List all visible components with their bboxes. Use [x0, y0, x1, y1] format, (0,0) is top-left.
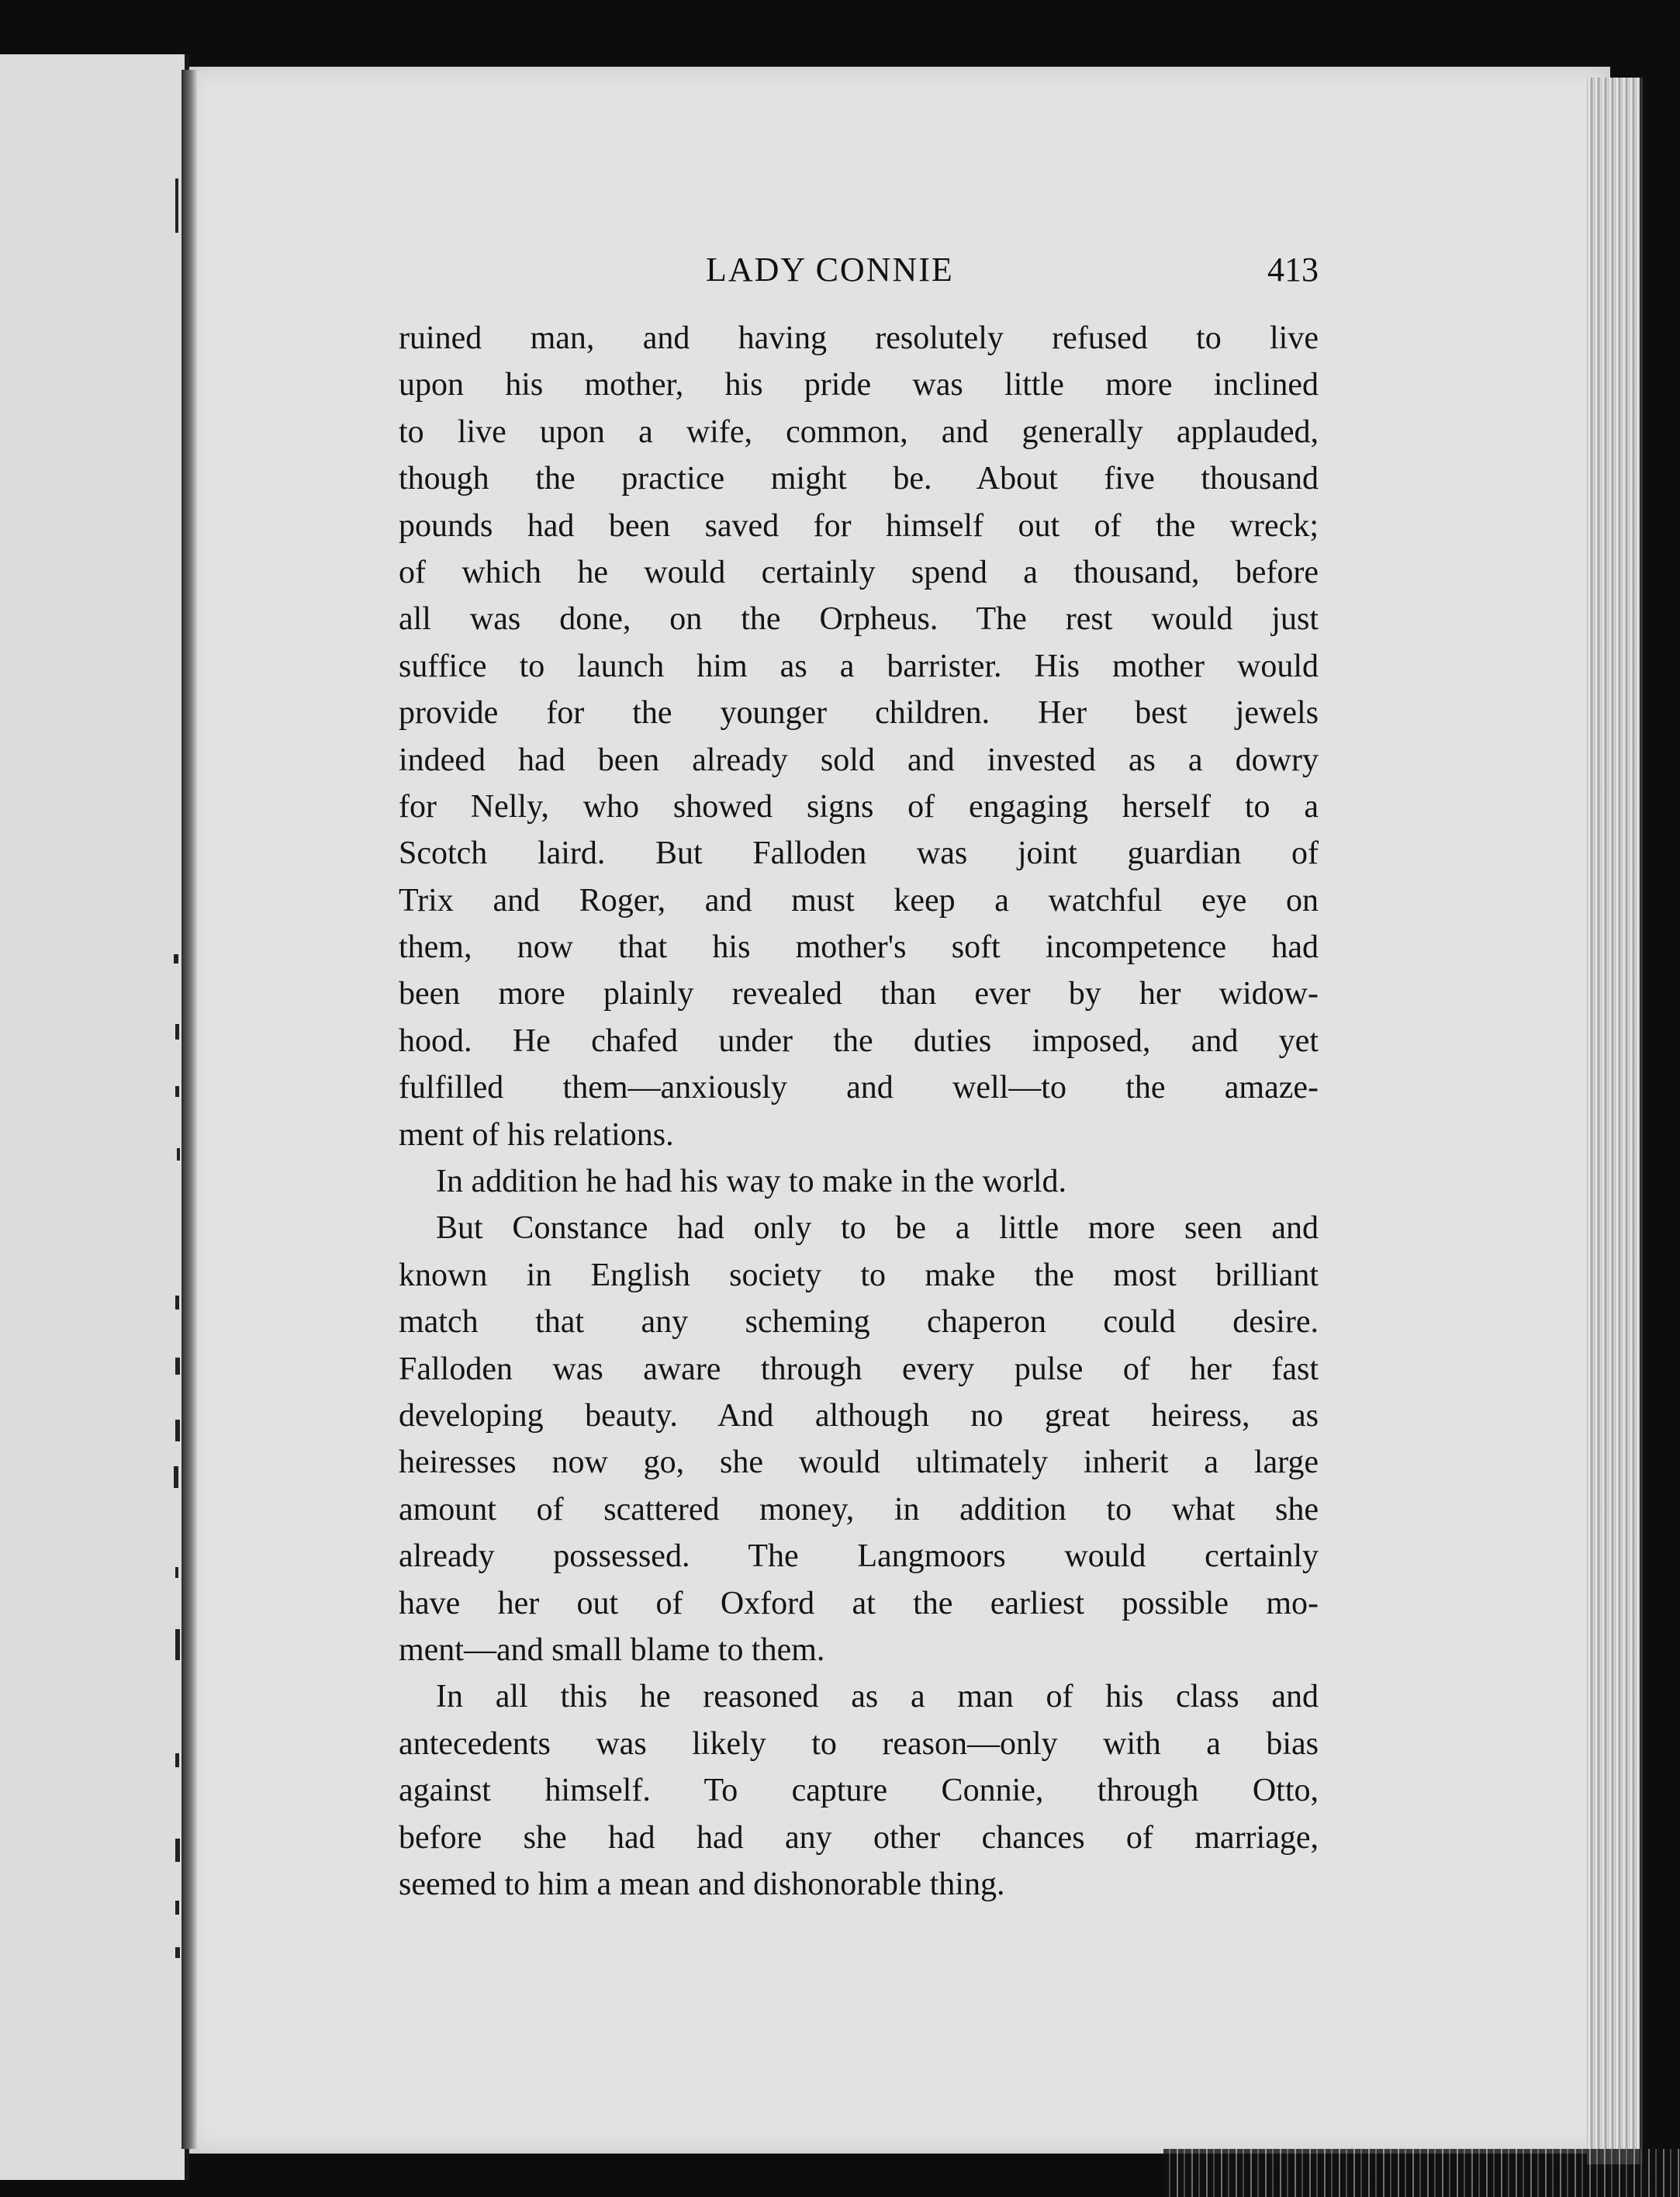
text-line: Trix and Roger, and must keep a watchful eye on	[399, 882, 1319, 919]
scan-border-noise	[1163, 2149, 1680, 2197]
text-line: ruined man, and having resolutely refused to live	[399, 320, 1319, 356]
text-line: though the practice might be. About five thousand	[399, 461, 1319, 497]
text-line: before she had had any other chances of marriage,	[399, 1819, 1319, 1856]
adjacent-page-edge	[0, 54, 189, 2180]
text-line: heiresses now go, she would ultimately inherit a large	[399, 1444, 1319, 1481]
text-line: for Nelly, who showed signs of engaging herself to a	[399, 788, 1319, 825]
text-line: against himself. To capture Connie, through Otto,	[399, 1773, 1319, 1809]
body-text	[399, 315, 1319, 1908]
text-line: already possessed. The Langmoors would certainly	[399, 1538, 1319, 1575]
text-line: to live upon a wife, common, and generally applauded,	[399, 413, 1319, 450]
text-line: indeed had been already sold and invested as a dowry	[399, 742, 1319, 778]
text-line: all was done, on the Orpheus. The rest would just	[399, 601, 1319, 638]
page-number: 413	[1267, 251, 1319, 289]
text-line: ment of his relations.	[399, 1116, 674, 1153]
stacked-page-edges	[1587, 78, 1643, 2164]
text-line: In addition he had his way to make in the world.	[436, 1164, 1066, 1200]
text-line: But Constance had only to be a little more seen and	[436, 1210, 1319, 1247]
text-line: developing beauty. And although no great heiress, as	[399, 1397, 1319, 1434]
text-line: provide for the younger children. Her best jewels	[399, 695, 1319, 732]
text-line: have her out of Oxford at the earliest possible mo-	[399, 1585, 1319, 1621]
text-line: pounds had been saved for himself out of the wreck;	[399, 507, 1319, 544]
text-line: been more plainly revealed than ever by her widow-	[399, 976, 1319, 1012]
text-line: antecedents was likely to reason—only with a bias	[399, 1725, 1319, 1762]
text-line: fulfilled them—anxiously and well—to the amaze-	[399, 1070, 1319, 1106]
text-line: seemed to him a mean and dishonorable thing.	[399, 1866, 1005, 1902]
text-line: Falloden was aware through every pulse of her fast	[399, 1351, 1319, 1387]
page-binding-edge	[181, 70, 197, 2149]
text-line: ment—and small blame to them.	[399, 1631, 825, 1668]
text-line: known in English society to make the most brilliant	[399, 1257, 1319, 1293]
text-line: of which he would certainly spend a thousand, before	[399, 554, 1319, 590]
running-title: LADY CONNIE	[706, 251, 954, 289]
text-line: them, now that his mother's soft incompetence had	[399, 929, 1319, 966]
text-line: match that any scheming chaperon could desire.	[399, 1304, 1319, 1341]
text-line: hood. He chafed under the duties imposed, and yet	[399, 1022, 1319, 1059]
text-line: upon his mother, his pride was little more inclined	[399, 367, 1319, 403]
running-header	[399, 247, 1319, 293]
text-line: amount of scattered money, in addition to what she	[399, 1491, 1319, 1528]
text-line: suffice to launch him as a barrister. His mother would	[399, 648, 1319, 684]
text-line: Scotch laird. But Falloden was joint guardian of	[399, 836, 1319, 872]
text-line: In all this he reasoned as a man of his class and	[436, 1679, 1319, 1715]
